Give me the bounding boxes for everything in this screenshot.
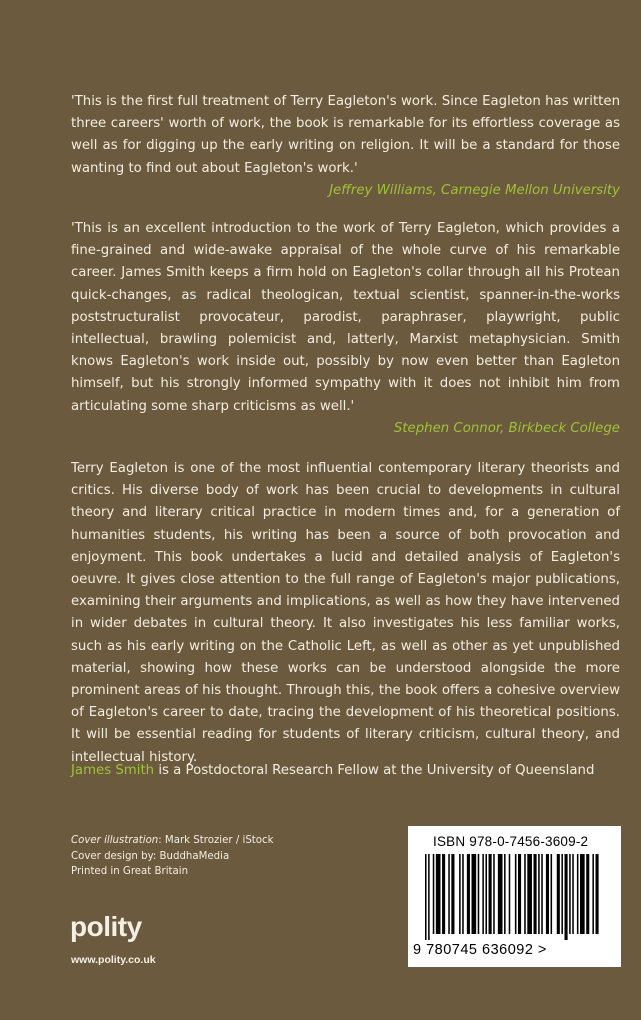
barcode-bar <box>459 854 461 934</box>
barcode-bar <box>472 854 477 934</box>
illustration-credit-value: : Mark Strozier / iStock <box>158 835 274 846</box>
barcode-bar <box>504 854 506 934</box>
barcode-bar <box>569 854 571 934</box>
printed-note: Printed in Great Britain <box>71 866 189 877</box>
barcode-bar <box>524 854 526 934</box>
barcode-bar <box>572 854 574 934</box>
barcode-bar <box>515 854 517 934</box>
review-quote <box>71 91 620 202</box>
barcode-bar <box>534 854 537 934</box>
author-name: James Smith <box>71 763 155 778</box>
barcode-bar <box>489 854 492 934</box>
barcode-digits: 9 780745 636092 > <box>413 942 547 958</box>
barcode-bar <box>546 854 549 934</box>
barcode-bar <box>451 854 454 934</box>
barcode-bar <box>498 854 503 934</box>
barcode-bar <box>485 854 487 934</box>
quote-attribution: Jeffrey Williams, Carnegie Mellon University <box>329 182 620 198</box>
quote-text: 'This is an excellent introduction to the work of Terry Eagleton, which provides a fine-grained and wide-awake appraisal of the whole curve of his remarkable career. James Smith keeps a firm hold on Eagleton's collar through all his Protean quick-changes, as radical theologican, textual scientist, spanner-in-the-works poststructuralist provocateur, parodist, paraphraser, playwright, public intellectual, brawling polemicist and, latterly, Marxist metaphysician. Smith knows Eagleton's work inside out, possibly by now even better than Eagleton himself, but his strongly informed sympathy with it does not inhibit him from articulating some sharp criticisms as well.' <box>71 221 620 414</box>
review-quote <box>71 218 620 440</box>
barcode-bar <box>561 854 563 934</box>
barcode-bar <box>428 854 430 940</box>
polity-logo: polity <box>70 911 142 942</box>
barcode-bar <box>509 854 511 934</box>
barcode-bar <box>527 854 532 934</box>
author-bio <box>71 760 631 782</box>
book-description: Terry Eagleton is one of the most influential contemporary literary theorists and critics. His diverse body of work has been crucial to developments in cultural theory and literary critical practice in modern times and, for a generation of humanities students, his writing has been a source of both provocation and enjoyment. This book undertakes a lucid and detailed analysis of Eagleton's oeuvre. It gives close attention to the full range of Eagleton's major publications, examining their arguments and implications, as well as how they have intervened in wider debates in cultural theory. It also investigates his less familiar works, such as his early writing on the Catholic Left, as well as other as yet unpublished material, showing how these works can be understood alongside the more prominent areas of his thought. Through this, the book offers a cohesive overview of Eagleton's career to date, tracing the development of his theoretical positions. It will be essential reading for students of literary criticism, cultural theory, and intellectual history. <box>71 461 620 765</box>
barcode-bar <box>541 854 543 934</box>
cover-credits <box>71 833 371 880</box>
barcode-bar <box>425 854 427 940</box>
barcode-bar <box>557 854 560 934</box>
design-credit: Cover design by: BuddhaMedia <box>71 850 230 862</box>
barcode-bar <box>565 854 568 940</box>
barcode-bar <box>580 854 585 934</box>
barcode-bar <box>596 854 599 934</box>
barcode-bars <box>425 854 605 940</box>
barcode-bar <box>538 854 540 934</box>
barcode-bar <box>482 854 484 934</box>
barcode-bar <box>551 854 553 934</box>
publisher-website[interactable]: www.polity.co.uk <box>71 954 156 966</box>
barcode-bar <box>442 854 445 934</box>
barcode-bar <box>577 854 579 934</box>
barcode-bar <box>478 854 480 934</box>
quote-attribution: Stephen Connor, Birkbeck College <box>393 420 620 436</box>
barcode-bar <box>433 854 435 934</box>
barcode-bar <box>462 854 464 934</box>
quote-text: 'This is the first full treatment of Terry Eagleton's work. Since Eagleton has written three careers' worth of work, the book is remarkable for its effortless coverage as well as for digging up the early writing on religion. It will be a standard for those wanting to find out about Eagleton's work.' <box>71 94 620 176</box>
barcode-bar <box>518 854 521 934</box>
author-bio-text: is a Postdoctoral Research Fellow at the University of Queensland <box>154 763 595 778</box>
illustration-credit <box>71 833 371 849</box>
barcode-bar <box>586 854 589 934</box>
isbn-label: ISBN 978-0-7456-3609-2 <box>433 834 589 849</box>
illustration-credit-label: Cover illustration <box>71 835 159 846</box>
barcode-bar <box>592 854 594 934</box>
barcode-bar <box>493 854 495 934</box>
barcode-bar <box>467 854 470 934</box>
barcode-bar <box>436 854 441 934</box>
isbn-barcode <box>408 826 621 967</box>
barcode-bar <box>448 854 450 934</box>
